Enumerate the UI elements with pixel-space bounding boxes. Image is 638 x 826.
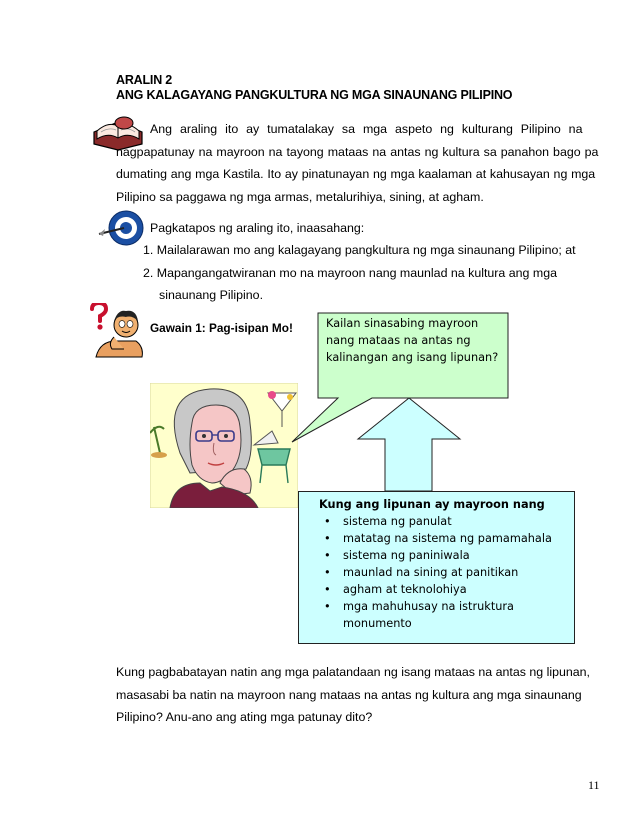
up-arrow-shape: [358, 398, 460, 491]
objective-item-1: 1. Mailalarawan mo ang kalagayang pangkultura ng mga sinaunang Pilipino; at: [143, 243, 576, 257]
answer-callout: [298, 491, 575, 644]
lesson-title: ANG KALAGAYANG PANGKULTURA NG MGA SINAUNANG PILIPINO: [116, 88, 513, 102]
objective-item-2-cont: sinaunang Pilipino.: [159, 288, 264, 302]
objective-item-2: 2. Mapangangatwiranan mo na mayroon nang maunlad na kultura ang mga: [143, 266, 557, 280]
list-item-cont: monumento: [343, 617, 412, 630]
question-line: kalinangan ang isang lipunan?: [326, 351, 499, 364]
list-item: • matatag na sistema ng pamamahala: [319, 530, 574, 547]
list-item: • sistema ng panulat: [319, 513, 574, 530]
lesson-number: ARALIN 2: [116, 73, 173, 87]
objectives-intro: Pagkatapos ng araling ito, inaasahang:: [150, 221, 365, 235]
closing-paragraph: [116, 661, 602, 729]
question-line: Kailan sinasabing mayroon: [326, 317, 479, 330]
question-callout: [326, 315, 502, 366]
intro-line: Pilipino sa paggawa ng mga armas, metalurihiya, sining, at agham.: [116, 189, 484, 204]
list-item: • maunlad na sining at panitikan: [319, 564, 574, 581]
activity-title: Gawain 1: Pag-isipan Mo!: [150, 321, 293, 335]
question-line: nang mataas na antas ng: [326, 334, 471, 347]
list-item: • mga mahuhusay na istruktura: [319, 598, 574, 615]
list-item: • agham at teknolohiya: [319, 581, 574, 598]
closing-line: Kung pagbabatayan natin ang mga palatandaan ng isang mataas na antas ng lipunan,: [116, 665, 590, 679]
answer-callout-title: Kung ang lipunan ay mayroon nang: [319, 498, 545, 511]
answer-list: [319, 513, 574, 615]
closing-line: masasabi ba natin na mayroon nang mataas na antas ng kultura ang mga sinaunang: [116, 687, 582, 702]
page-number: 11: [588, 778, 600, 792]
intro-line: Ang araling ito ay tumatalakay sa mga aspeto ng kulturang Pilipino na: [150, 122, 583, 136]
list-item: • sistema ng paniniwala: [319, 547, 574, 564]
closing-line: Pilipino? Anu-ano ang ating mga patunay dito?: [116, 710, 373, 724]
intro-line: dumating ang mga Kastila. Ito ay pinatunayan ng mga kaalaman at kahusayan ng mga: [116, 167, 596, 181]
intro-line: nagpapatunay na mayroon na tayong mataas na antas ng kultura sa panahon bago pa: [116, 144, 599, 159]
